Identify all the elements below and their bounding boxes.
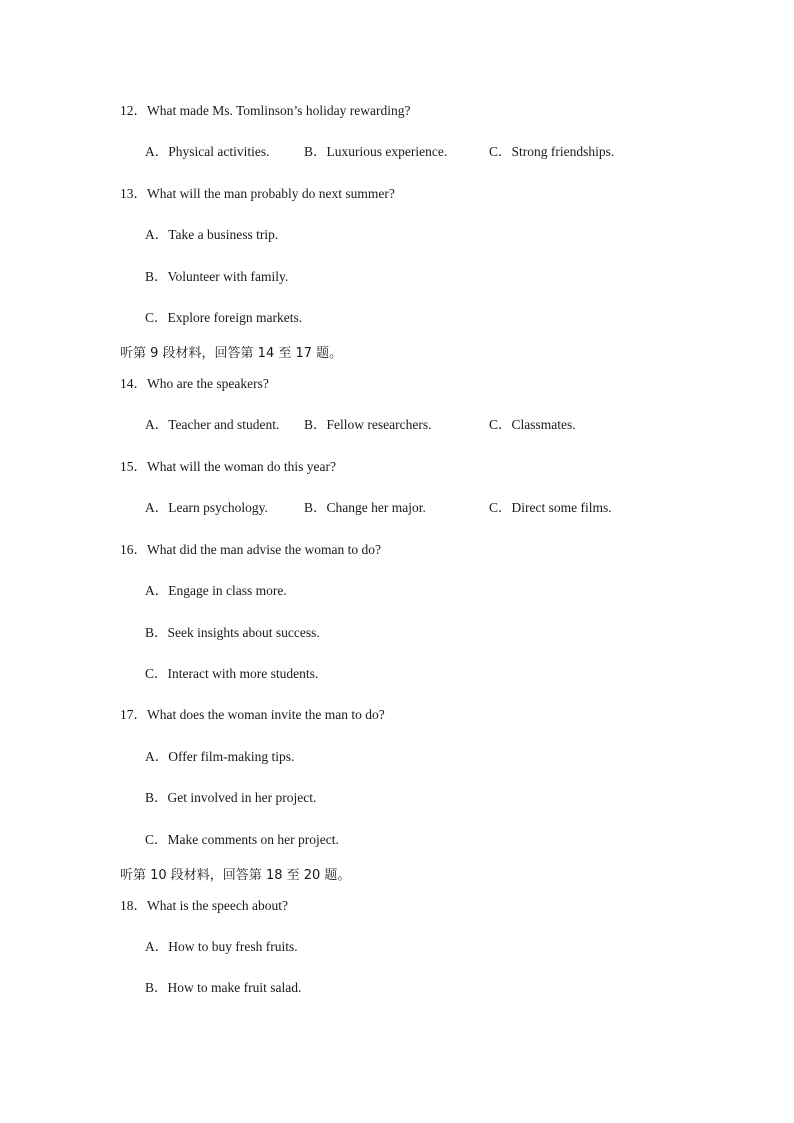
question-16: 16．What did the man advise the woman to do? (120, 542, 381, 557)
question-14: 14．Who are the speakers? (120, 376, 269, 391)
q15-option-b: B．Change her major. (304, 500, 426, 515)
q14-option-c: C．Classmates. (489, 417, 576, 432)
q17-option-b: B．Get involved in her project. (145, 790, 317, 805)
q13-option-a: A．Take a business trip. (145, 227, 279, 242)
question-17: 17．What does the woman invite the man to do? (120, 707, 385, 722)
section-heading-10: 听第 10 段材料，回答第 18 至 20 题。 (120, 868, 351, 883)
q16-option-c: C．Interact with more students. (145, 666, 319, 681)
q17-option-a: A．Offer film-making tips. (145, 749, 295, 764)
question-13: 13．What will the man probably do next summer? (120, 186, 395, 201)
section-heading-9: 听第 9 段材料，回答第 14 至 17 题。 (120, 346, 343, 361)
question-15: 15．What will the woman do this year? (120, 459, 336, 474)
q18-option-b: B．How to make fruit salad. (145, 980, 302, 995)
q15-option-c: C．Direct some films. (489, 500, 612, 515)
q18-option-a: A．How to buy fresh fruits. (145, 939, 298, 954)
q12-option-c: C．Strong friendships. (489, 144, 615, 159)
q14-option-b: B．Fellow researchers. (304, 417, 432, 432)
q15-option-a: A．Learn psychology. (145, 500, 268, 515)
question-18: 18．What is the speech about? (120, 898, 288, 913)
q17-option-c: C．Make comments on her project. (145, 832, 339, 847)
question-12: 12．What made Ms. Tomlinson’s holiday rewarding? (120, 103, 411, 118)
q14-option-a: A．Teacher and student. (145, 417, 280, 432)
q12-option-b: B．Luxurious experience. (304, 144, 448, 159)
q16-option-a: A．Engage in class more. (145, 583, 287, 598)
q16-option-b: B．Seek insights about success. (145, 625, 320, 640)
q13-option-b: B．Volunteer with family. (145, 269, 289, 284)
q12-option-a: A．Physical activities. (145, 144, 270, 159)
q13-option-c: C．Explore foreign markets. (145, 310, 303, 325)
